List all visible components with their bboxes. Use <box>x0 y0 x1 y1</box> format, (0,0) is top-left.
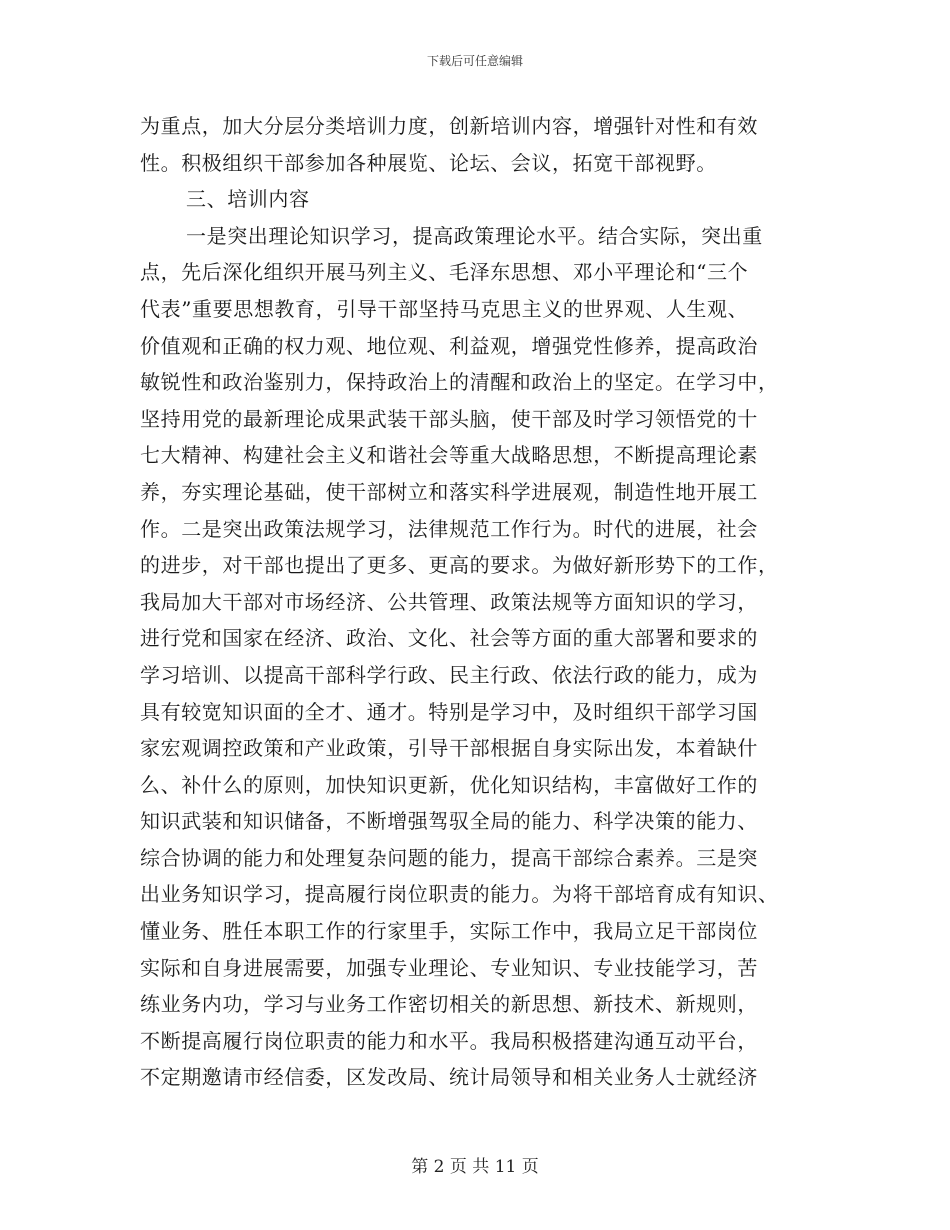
text-line: 坚持用党的最新理论成果武装干部头脑，使干部及时学习领悟党的十 <box>140 406 758 431</box>
text-line: 价值观和正确的权力观、地位观、利益观，增强党性修养，提高政治 <box>140 333 758 358</box>
text-line: 进行党和国家在经济、政治、文化、社会等方面的重大部署和要求的 <box>140 626 758 651</box>
text-line: 家宏观调控政策和产业政策，引导干部根据自身实际出发，本着缺什 <box>140 736 758 761</box>
text-line: 具有较宽知识面的全才、通才。特别是学习中，及时组织干部学习国 <box>140 699 758 724</box>
text-line: 养，夯实理论基础，使干部树立和落实科学进展观，制造性地开展工 <box>140 479 758 504</box>
page-number-footer: 第 2 页 共 11 页 <box>411 1157 539 1177</box>
text-line: 性。积极组织干部参加各种展览、论坛、会议，拓宽干部视野。 <box>140 150 717 175</box>
page-header-note: 下载后可任意编辑 <box>426 54 523 68</box>
document-body <box>140 108 820 1096</box>
text-line: 懂业务、胜任本职工作的行家里手，实际工作中，我局立足干部岗位 <box>140 919 758 944</box>
text-line: 出业务知识学习，提高履行岗位职责的能力。为将干部培育成有知识、 <box>140 882 779 907</box>
text-line: 我局加大干部对市场经济、公共管理、政策法规等方面知识的学习， <box>140 589 758 614</box>
text-line: 七大精神、构建社会主义和谐社会等重大战略思想，不断提高理论素 <box>140 443 758 468</box>
text-line: 不定期邀请市经信委，区发改局、统计局领导和相关业务人士就经济 <box>140 1065 758 1090</box>
text-line: 代表”重要思想教育，引导干部坚持马克思主义的世界观、人生观、 <box>140 296 749 321</box>
text-line: 为重点，加大分层分类培训力度，创新培训内容，增强针对性和有效 <box>140 114 758 138</box>
text-line: 实际和自身进展需要，加强专业理论、专业知识、专业技能学习，苦 <box>140 955 758 980</box>
text-line: 点，先后深化组织开展马列主义、毛泽东思想、邓小平理论和“三个 <box>140 260 749 285</box>
text-line: 的进步，对干部也提出了更多、更高的要求。为做好新形势下的工作， <box>140 553 779 578</box>
text-line: 综合协调的能力和处理复杂问题的能力，提高干部综合素养。三是突 <box>140 845 758 870</box>
text-line: 不断提高履行岗位职责的能力和水平。我局积极搭建沟通互动平台， <box>140 1028 758 1053</box>
text-line: 练业务内功，学习与业务工作密切相关的新思想、新技术、新规则， <box>140 992 758 1017</box>
text-line: 敏锐性和政治鉴别力，保持政治上的清醒和政治上的坚定。在学习中， <box>140 370 779 395</box>
section-heading: 三、培训内容 <box>186 187 310 212</box>
text-line: 作。二是突出政策法规学习，法律规范工作行为。时代的进展，社会 <box>140 516 758 541</box>
text-line: 一是突出理论知识学习，提高政策理论水平。结合实际，突出重 <box>186 223 763 248</box>
text-line: 知识武装和知识储备，不断增强驾驭全局的能力、科学决策的能力、 <box>140 809 758 834</box>
text-line: 么、补什么的原则，加快知识更新，优化知识结构，丰富做好工作的 <box>140 772 758 797</box>
text-line: 学习培训、以提高干部科学行政、民主行政、依法行政的能力，成为 <box>140 662 758 687</box>
